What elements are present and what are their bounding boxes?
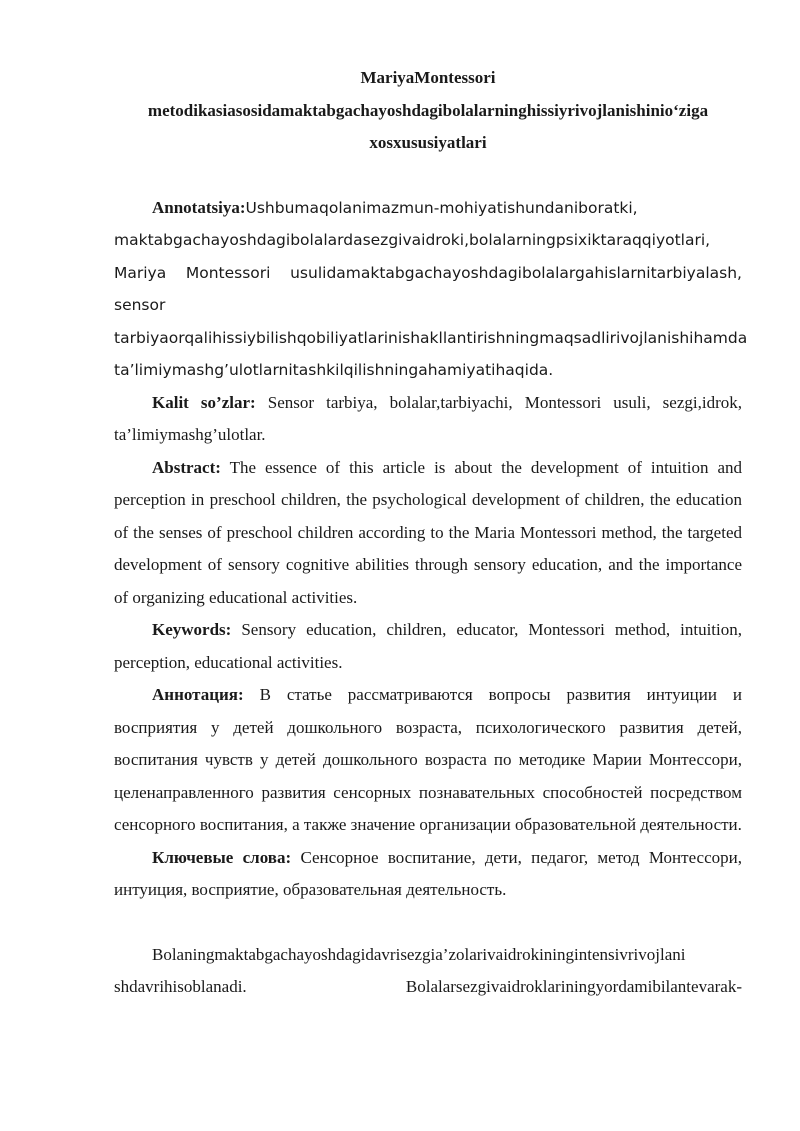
keywords-russian-label: Ключевые слова: [152,847,292,867]
title-line-1: MariyaMontessori [360,68,496,87]
abstract-english [114,452,742,615]
annotation-russian-text: В статье рассматриваются вопросы развития интуиции и восприятия у детей дошкольного возраста, психологического развития детей, воспитания чувств у детей дошкольного возраста по методике Марии Монтессори, целенаправленного развития сенсорных познавательных способностей посредством сенсорного воспитания, а также значение организации образовательной деятельности. [114,685,742,834]
abstract-english-text: The essence of this article is about the development of intuition and perception in preschool children, the psychological development of children, the education of the senses of preschool children according to the Maria Montessori method, the targeted development of sensory cognitive abilities through sensory education, and the importance of organizing educational activities. [114,457,742,607]
title-line-2: metodikasiasosidamaktabgachayoshdagibolalarninghissiyrivojlanishinio‘ziga [147,100,709,120]
keywords-uzbek-label: Kalit so’zlar: [152,392,256,412]
keywords-english [114,614,742,679]
keywords-russian [114,842,742,907]
body-line-2 [114,971,742,1004]
title-line-3: xosxususiyatlari [369,133,487,152]
annotation-uzbek [114,192,748,387]
body-paragraph [114,939,742,972]
keywords-english-label: Keywords: [152,620,232,639]
body-line-1: Bolaningmaktabgachayoshdagidavrisezgia’zolarivaidrokiningintensivrivojlani [152,944,686,964]
document-page [114,62,748,1004]
section-gap [114,907,742,939]
keywords-uzbek-text: Sensor tarbiya, bolalar,tarbiyachi, Montessori usuli, sezgi,idrok, ta’limiymashg’ulotlar. [114,392,742,444]
abstract-english-label: Abstract: [152,457,221,477]
body-line-2-left: shdavrihisoblanadi. [114,977,247,996]
annotation-russian-label: Аннотация: [152,685,244,704]
article-title [114,62,742,160]
keywords-russian-text: Сенсорное воспитание, дети, педагог, метод Монтессори, интуиция, восприятие, образовательная деятельность. [114,847,742,899]
annotation-uzbek-label: Annotatsiya: [152,197,246,217]
annotation-uzbek-text: Ushbumaqolanimazmun-mohiyatishundaniboratki, maktabgachayoshdagibolalardasezgivaidroki,bolalarningpsixiktaraqqiyotlari, Mariya Montessori usulidamaktabgachayoshdagibolalargahislarnitarbiyalash, sensor tarbiyaorqalihissiybilishqobiliyatlarinishakllantirishningmaqsadlirivojlanishihamda ta’limiymashg’ulotlarnitashkilqilishningahamiyatihaqida. [114,198,748,379]
body-line-2-right: Bolalarsezgivaidroklariningyordamibilantevarak- [405,977,742,996]
keywords-english-text: Sensory education, children, educator, Montessori method, intuition, perception, educational activities. [114,620,742,672]
keywords-uzbek [114,387,742,452]
annotation-russian [114,679,742,842]
